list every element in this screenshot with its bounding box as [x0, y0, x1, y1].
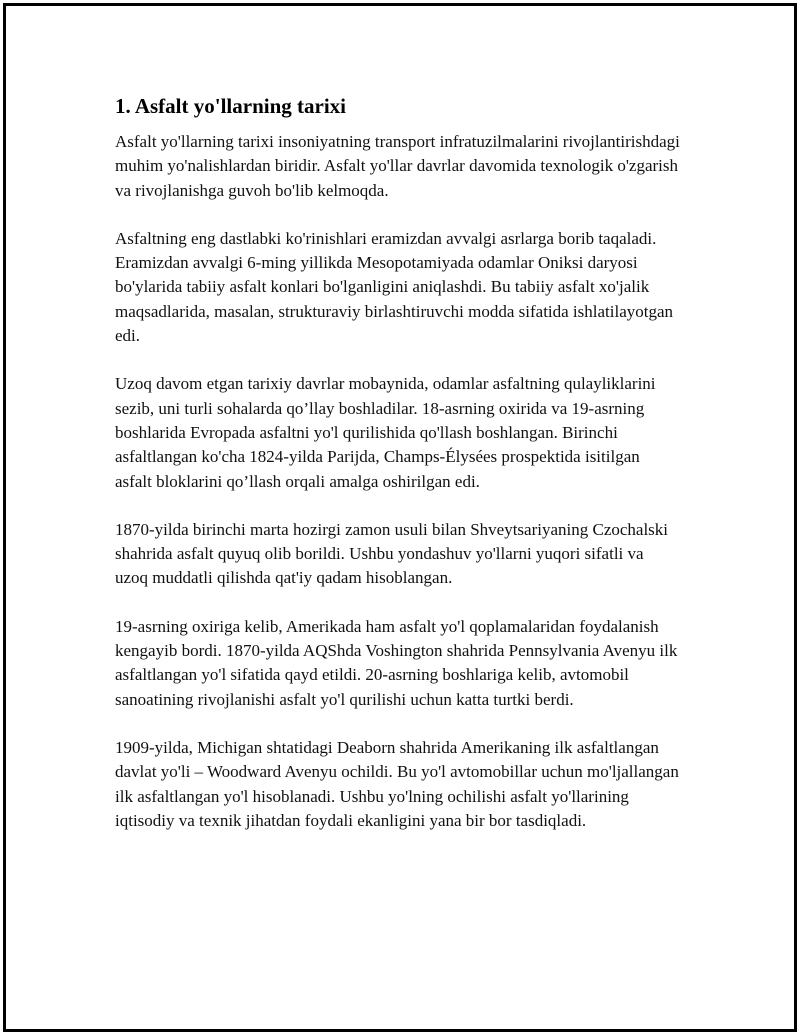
document-body	[115, 92, 680, 857]
paragraph-2: Asfaltning eng dastlabki ko'rinishlari eramizdan avvalgi asrlarga borib taqaladi. Eramizdan avvalgi 6-ming yillikda Mesopotamiyada odamlar Oniksi daryosi bo'ylarida tabiiy asfalt konlari bo'lganligini aniqlashdi. Bu tabiiy asfalt xo'jalik maqsadlarida, masalan, strukturaviy birlashtiruvchi modda sifatida ishlatilayotgan edi.	[115, 228, 674, 346]
paragraph-4: 1870-yilda birinchi marta hozirgi zamon usuli bilan Shveytsariyaning Czochalski shahrida asfalt quyuq olib borildi. Ushbu yondashuv yo'llarni yuqori sifatli va uzoq muddatli qilishda qat'iy qadam hisoblangan.	[115, 519, 669, 588]
paragraph-6: 1909-yilda, Michigan shtatidagi Deaborn shahrida Amerikaning ilk asfaltlangan davlat yo'li – Woodward Avenyu ochildi. Bu yo'l avtomobillar uchun mo'ljallangan ilk asfaltlangan yo'l hisoblanadi. Ushbu yo'lning ochilishi asfalt yo'llarining iqtisodiy va texnik jihatdan foydali ekanligini yana bir bor tasdiqladi.	[115, 737, 679, 830]
section-heading: 1. Asfalt yo'llarning tarixi	[115, 94, 346, 118]
paragraph-3: Uzoq davom etgan tarixiy davrlar mobaynida, odamlar asfaltning qulayliklarini sezib, uni turli sohalarda qo’llay boshladilar. 18-asrning oxirida va 19-asrning boshlarida Evropada asfaltni yo'l qurilishida qo'llash boshlangan. Birinchi asfaltlangan ko'cha 1824-yilda Parijda, Champs-Élysées prospektida isitilgan asfalt bloklarini qo’llash orqali amalga oshirilgan edi.	[115, 374, 656, 491]
paragraph-1: Asfalt yo'llarning tarixi insoniyatning transport infratuzilmalarini rivojlantirishdagi muhim yo'nalishlardan biridir. Asfalt yo'llar davrlar davomida texnologik o'zgarish va rivojlanishga guvoh bo'lib kelmoqda.	[115, 132, 680, 200]
paragraph-5: 19-asrning oxiriga kelib, Amerikada ham asfalt yo'l qoplamalaridan foydalanish kengayib bordi. 1870-yilda AQShda Voshington shahrida Pennsylvania Avenyu ilk asfaltlangan yo'l sifatida qayd etildi. 20-asrning boshlariga kelib, avtomobil sanoatining rivojlanishi asfalt yo'l qurilishi uchun katta turtki berdi.	[115, 616, 678, 709]
